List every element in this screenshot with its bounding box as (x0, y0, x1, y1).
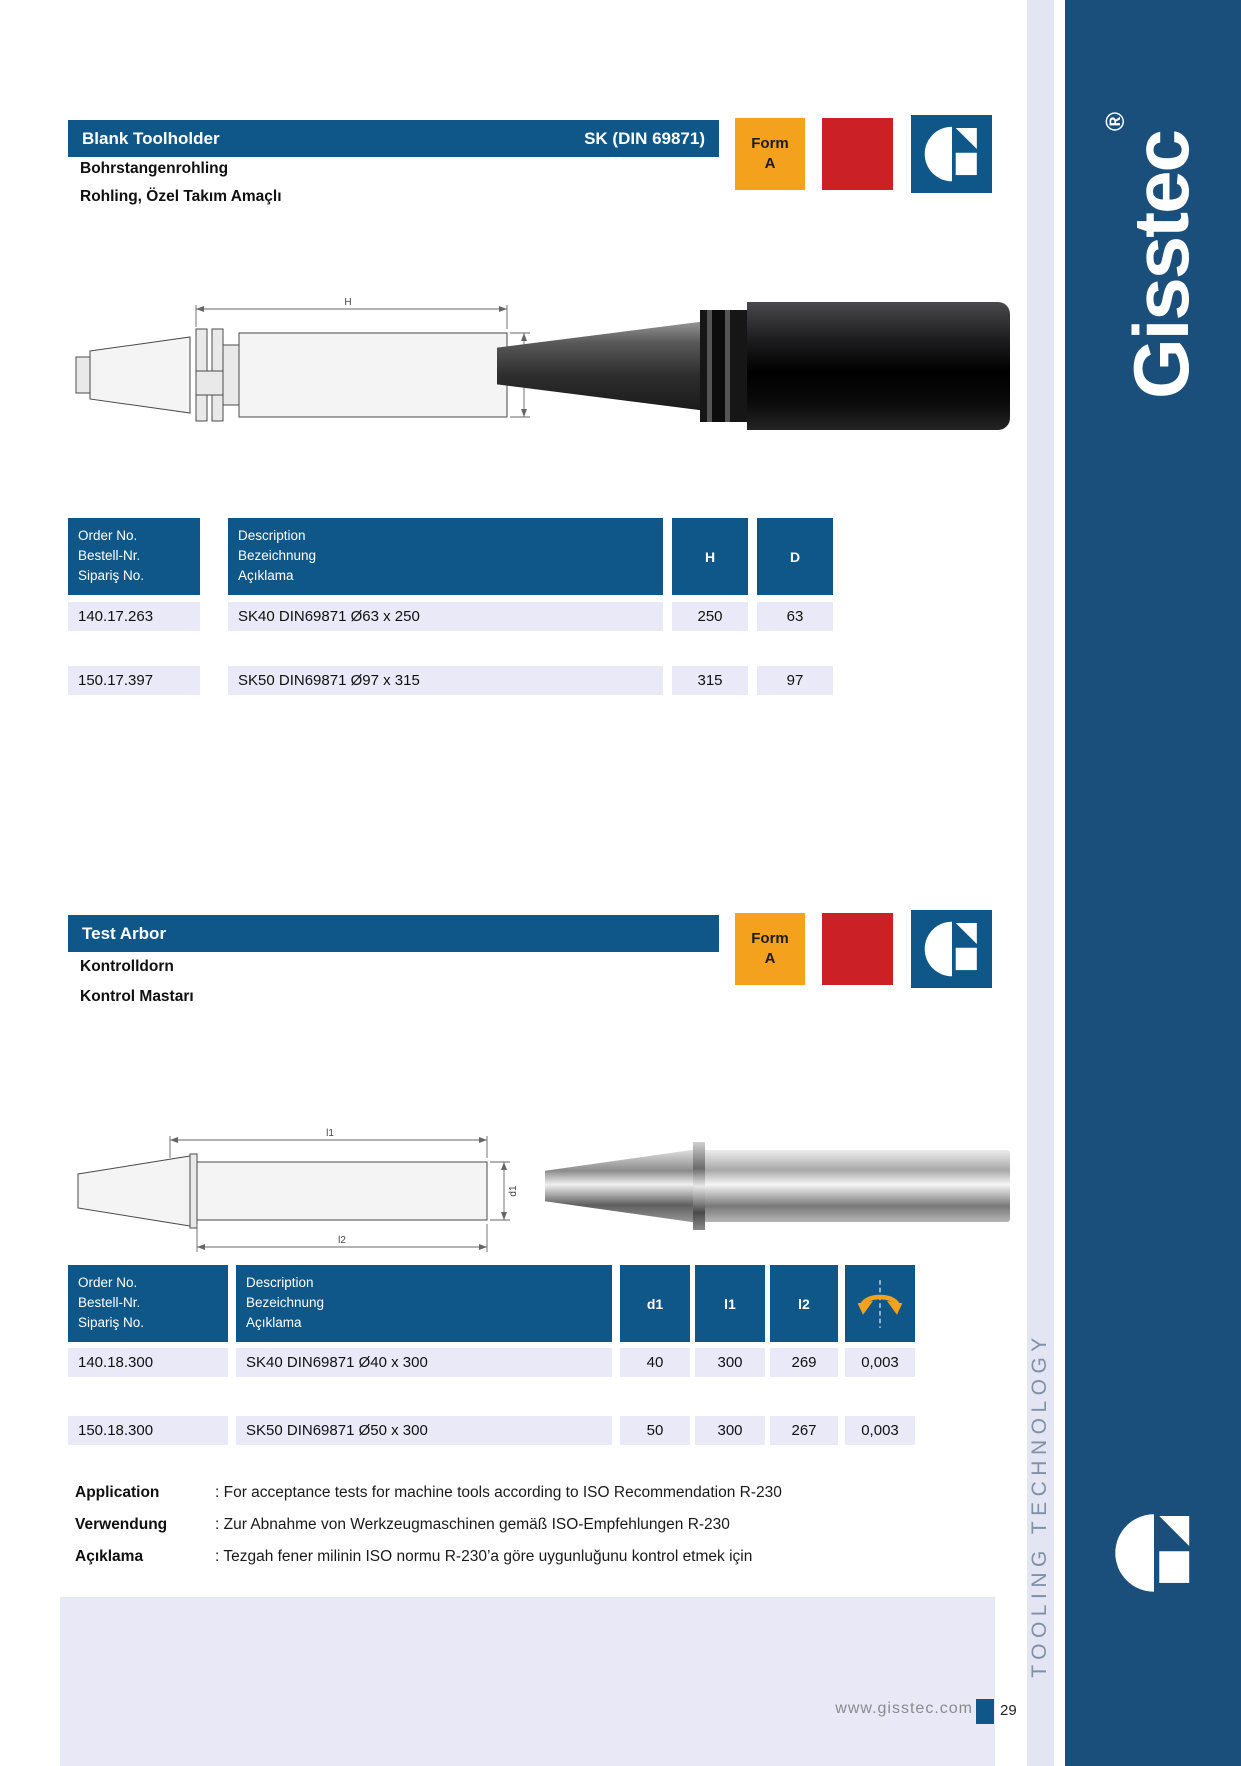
col-header-l2: l2 (770, 1265, 838, 1342)
section2-technical-drawing (70, 1128, 540, 1258)
section1-product-photo (485, 282, 1010, 432)
page-number: 29 (1000, 1702, 1017, 1719)
photo-flange-ring (693, 1142, 705, 1230)
table-cell-l2: 267 (770, 1416, 838, 1445)
application-text: : For acceptance tests for machine tools according to ISO Recommendation R-230 (215, 1484, 782, 1501)
section2-subtitle-tr: Kontrol Mastarı (80, 988, 194, 1005)
section2-title-bar (68, 915, 719, 952)
website-url: www.gisstec.com (835, 1700, 973, 1717)
col-header-D: D (757, 518, 833, 595)
table-cell-l2: 269 (770, 1348, 838, 1377)
section2-product-photo (545, 1138, 1010, 1234)
table-cell-order: 150.17.397 (68, 666, 200, 695)
form-badge-line1: Form (751, 930, 789, 947)
brand-logo-vertical (1065, 50, 1241, 460)
section1-norm: SK (DIN 69871) (584, 128, 705, 148)
table-cell-runout: 0,003 (845, 1416, 915, 1445)
col-header-description: Description Bezeichnung Açıklama (228, 518, 663, 595)
dim-label-l2: l2 (338, 1235, 346, 1246)
photo-arbor-body (705, 1150, 1010, 1222)
section2-form-badge (735, 913, 805, 985)
col-header-order: Order No. Bestell-Nr. Sipariş No. (68, 518, 200, 595)
registered-mark: ® (1099, 111, 1130, 131)
photo-taper-shank (545, 1148, 695, 1224)
section2-red-square (822, 913, 893, 985)
table-cell-desc: SK40 DIN69871 Ø63 x 250 (228, 602, 663, 631)
table-cell-D: 63 (757, 602, 833, 631)
section1-technical-drawing (70, 295, 540, 445)
table-cell-d1: 50 (620, 1416, 690, 1445)
table-cell-order: 150.18.300 (68, 1416, 228, 1445)
photo-taper-shank (497, 320, 700, 412)
footer-band (60, 1597, 995, 1766)
table-cell-l1: 300 (695, 1416, 765, 1445)
section1-title: Blank Toolholder (82, 128, 220, 148)
runout-icon (853, 1274, 907, 1334)
application-label: Application (75, 1484, 160, 1501)
photo-gripper-flange (700, 310, 748, 422)
aciklama-text: : Tezgah fener milinin ISO normu R-230’a göre uygunluğunu kontrol etmek için (215, 1548, 753, 1565)
gisstec-g-icon (1110, 1508, 1198, 1598)
section1-title-bar (68, 120, 719, 157)
dim-label-length: H (344, 297, 352, 308)
brand-name: Gisstec (1116, 130, 1205, 399)
col-header-order: Order No. Bestell-Nr. Sipariş No. (68, 1265, 228, 1342)
tagline-vertical (1004, 1325, 1076, 1685)
table-cell-H: 250 (672, 602, 748, 631)
table-cell-D: 97 (757, 666, 833, 695)
aciklama-label: Açıklama (75, 1548, 144, 1565)
verwendung-label: Verwendung (75, 1516, 168, 1533)
table-cell-order: 140.18.300 (68, 1348, 228, 1377)
table-cell-l1: 300 (695, 1348, 765, 1377)
section1-subtitle-tr: Rohling, Özel Takım Amaçlı (80, 188, 282, 205)
table-cell-order: 140.17.263 (68, 602, 200, 631)
table-cell-desc: SK50 DIN69871 Ø97 x 315 (228, 666, 663, 695)
table-cell-runout: 0,003 (845, 1348, 915, 1377)
col-header-runout (845, 1265, 915, 1342)
dim-label-l1: l1 (326, 1128, 334, 1139)
table-cell-d1: 40 (620, 1348, 690, 1377)
form-badge-line2: A (764, 155, 776, 172)
tagline-text: TOOLING TECHNOLOGY (1028, 1332, 1052, 1678)
gisstec-g-icon (911, 910, 992, 988)
form-badge-line2: A (764, 950, 776, 967)
section1-form-badge (735, 118, 805, 190)
table-cell-desc: SK50 DIN69871 Ø50 x 300 (236, 1416, 612, 1445)
table-cell-H: 315 (672, 666, 748, 695)
col-header-l1: l1 (695, 1265, 765, 1342)
section1-subtitle-de: Bohrstangenrohling (80, 160, 229, 177)
form-badge-line1: Form (751, 135, 789, 152)
col-header-description: Description Bezeichnung Açıklama (236, 1265, 612, 1342)
col-header-d1: d1 (620, 1265, 690, 1342)
section1-red-square (822, 118, 893, 190)
col-header-H: H (672, 518, 748, 595)
photo-blank-body (747, 302, 1010, 430)
page-number-marker (976, 1699, 994, 1724)
table-cell-desc: SK40 DIN69871 Ø40 x 300 (236, 1348, 612, 1377)
dim-label-d1: d1 (508, 1185, 519, 1197)
section2-title: Test Arbor (82, 923, 167, 943)
section2-subtitle-de: Kontrolldorn (80, 958, 174, 975)
verwendung-text: : Zur Abnahme von Werkzeugmaschinen gemäß ISO-Empfehlungen R-230 (215, 1516, 730, 1533)
gisstec-g-icon (911, 115, 992, 193)
